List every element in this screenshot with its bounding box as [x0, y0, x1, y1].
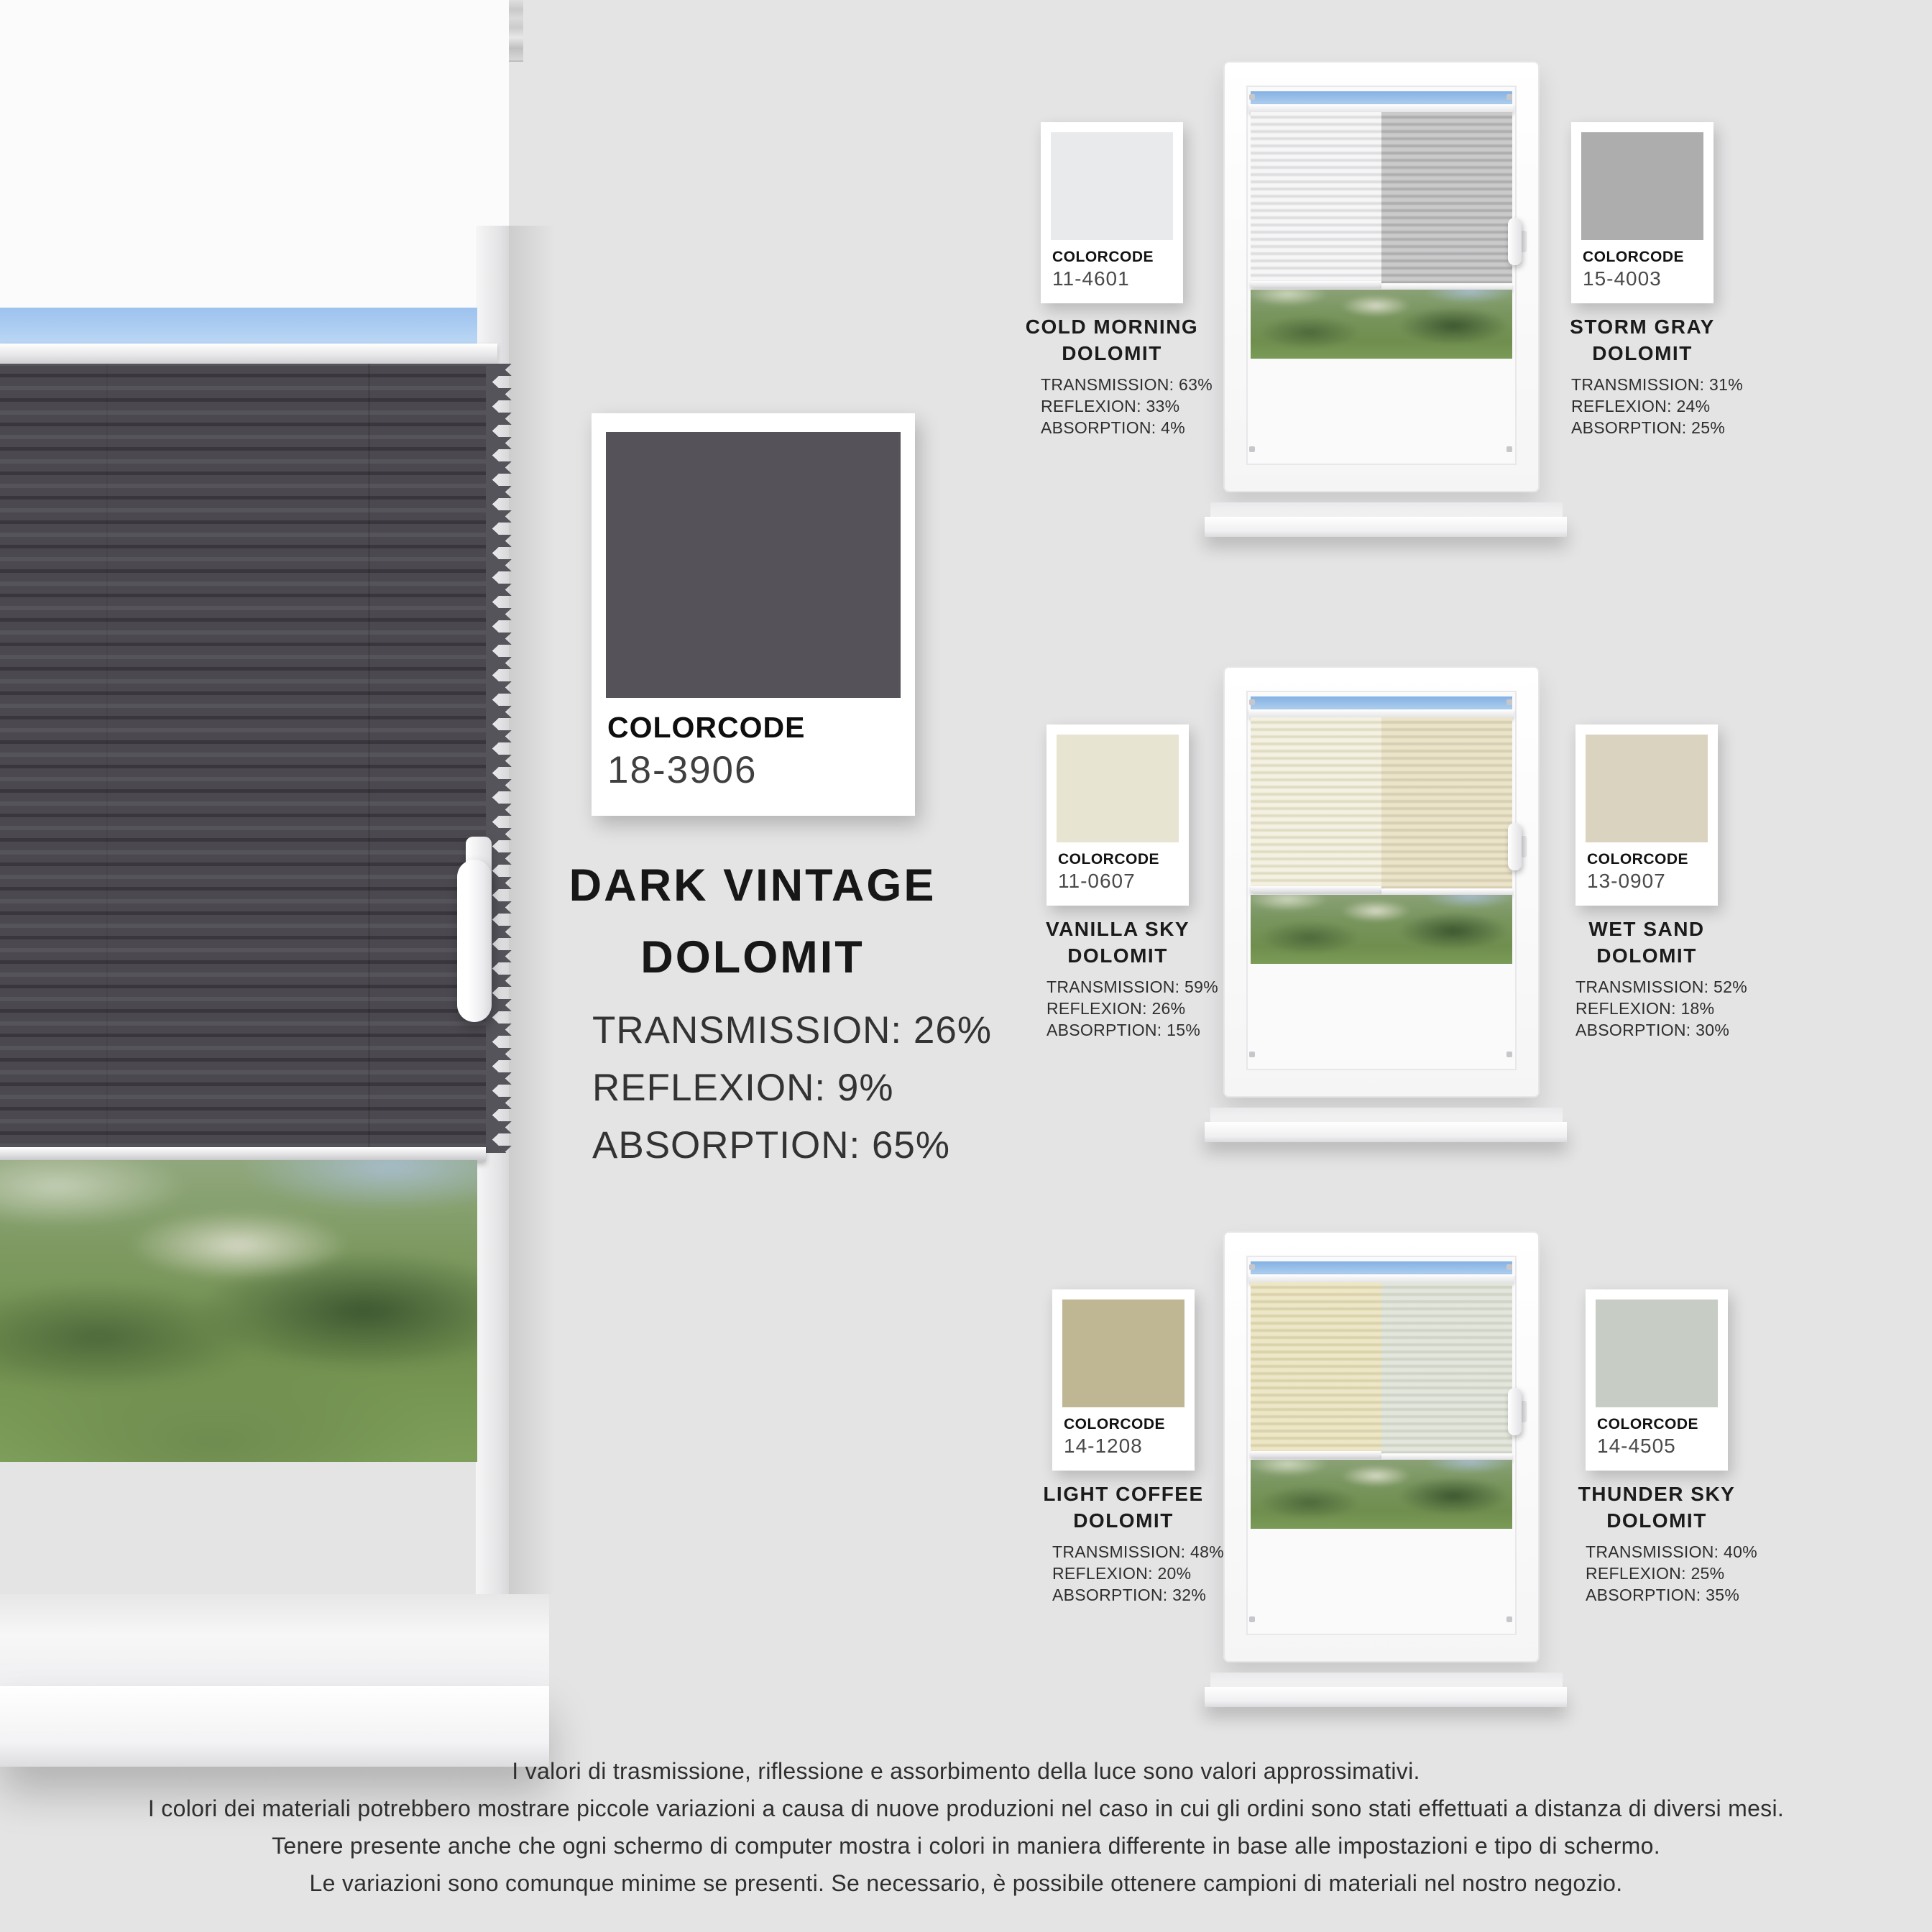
window-handle	[1508, 1388, 1522, 1435]
colorcode-number: 13-0907	[1587, 870, 1666, 892]
hinge-dot	[1249, 1616, 1255, 1622]
blind-half-cold-morning	[1251, 112, 1381, 283]
landscape-view	[0, 1160, 477, 1462]
blind-half-wet-sand	[1381, 717, 1512, 888]
variant-name-line1: WET SAND	[1588, 918, 1705, 940]
landscape-blur	[0, 1160, 477, 1462]
colorcode-label: COLORCODE	[1587, 851, 1688, 868]
variant-reflexion: REFLEXION: 24%	[1571, 397, 1711, 415]
variant-name-line2: DOLOMIT	[1596, 944, 1697, 967]
colorcode-card-vanilla-sky	[1046, 724, 1189, 906]
variant-name-line2: DOLOMIT	[1062, 342, 1162, 364]
blind-seam	[368, 364, 370, 1153]
variant-absorption: ABSORPTION: 25%	[1571, 418, 1726, 437]
variant-transmission: TRANSMISSION: 52%	[1576, 978, 1747, 996]
footer-line: I colori dei materiali potrebbero mostrare piccole variazioni a causa di nuove produzioni nel caso in cui gli ordini sono stati effettuati a distanza di diversi mesi.	[147, 1795, 1785, 1821]
hinge-dot	[1506, 446, 1512, 452]
variant-reflexion: REFLEXION: 18%	[1576, 999, 1715, 1018]
variant-name-line1: VANILLA SKY	[1045, 918, 1190, 940]
landscape-blur	[1251, 895, 1512, 964]
footer-disclaimer	[0, 1752, 1932, 1902]
variant-name-line1: STORM GRAY	[1570, 316, 1715, 338]
landscape-view	[1251, 290, 1512, 359]
colorcode-number: 11-4601	[1052, 267, 1130, 290]
main-product-stats	[592, 1002, 992, 1174]
variant-absorption: ABSORPTION: 4%	[1041, 418, 1186, 437]
hinge-dot	[1506, 1616, 1512, 1622]
blind-half-light-coffee	[1251, 1282, 1381, 1453]
blind-bottom-rail	[1251, 1451, 1381, 1458]
window-handle	[1508, 823, 1522, 870]
sky-glass-strip	[0, 308, 477, 348]
swatch-cold-morning	[1051, 132, 1173, 240]
blind-half-vanilla-sky	[1251, 717, 1381, 888]
windowsill-front	[1205, 1122, 1567, 1142]
variant-absorption: ABSORPTION: 35%	[1586, 1586, 1740, 1604]
hinge-dot	[1249, 1264, 1255, 1270]
variant-reflexion: REFLEXION: 26%	[1046, 999, 1186, 1018]
colorcode-card-thunder-sky	[1586, 1289, 1728, 1471]
sample-window-row2	[1215, 666, 1560, 1155]
hinge-dot	[1249, 94, 1255, 100]
variant-transmission: TRANSMISSION: 48%	[1052, 1542, 1224, 1561]
variant-name-line1: THUNDER SKY	[1578, 1483, 1736, 1505]
variant-reflexion: REFLEXION: 25%	[1586, 1564, 1725, 1583]
variant-info-thunder-sky	[1549, 1481, 1765, 1606]
main-transmission: TRANSMISSION: 26%	[592, 1009, 992, 1052]
blind-seam	[106, 364, 108, 1153]
windowsill-front	[1205, 517, 1567, 537]
variant-transmission: TRANSMISSION: 40%	[1586, 1542, 1757, 1561]
colorcode-label: COLORCODE	[1058, 851, 1159, 868]
hinge-dot	[1506, 1052, 1512, 1057]
footer-line: I valori di trasmissione, riflessione e assorbimento della luce sono valori approssimativi.	[512, 1758, 1420, 1784]
sample-window-row3	[1215, 1231, 1560, 1720]
footer-line: Le variazioni sono comunque minime se presenti. Se necessario, è possibile ottenere campioni di materiali nel nostro negozio.	[309, 1870, 1623, 1896]
swatch-vanilla-sky	[1057, 735, 1179, 842]
variant-transmission: TRANSMISSION: 31%	[1571, 375, 1743, 394]
windowsill-top	[1210, 502, 1563, 517]
blind-half-thunder-sky	[1381, 1282, 1512, 1453]
colorcode-card-wet-sand	[1576, 724, 1718, 906]
variant-info-storm-gray	[1535, 313, 1750, 438]
variant-name-line2: DOLOMIT	[1073, 1509, 1174, 1532]
colorcode-card-dark-vintage	[592, 413, 915, 816]
colorcode-number: 11-0607	[1058, 870, 1136, 892]
colorcode-card-light-coffee	[1052, 1289, 1195, 1471]
variant-name-line2: DOLOMIT	[1067, 944, 1168, 967]
blind-zigzag-edge	[486, 364, 512, 1153]
colorcode-number: 14-4505	[1597, 1435, 1676, 1457]
footer-line: Tenere presente anche che ogni schermo di computer mostra i colori in maniera differente in base alle impostazioni e tipo di schermo.	[272, 1833, 1660, 1859]
colorcode-number: 18-3906	[607, 749, 758, 791]
hinge-dot	[1249, 1052, 1255, 1057]
colorcode-card-storm-gray	[1571, 122, 1714, 303]
variant-info-vanilla-sky	[1010, 916, 1225, 1041]
variant-transmission: TRANSMISSION: 63%	[1041, 375, 1213, 394]
swatch-dark-vintage	[606, 432, 901, 698]
main-product-name-line1: DARK VINTAGE	[569, 860, 937, 911]
variant-name-line1: COLD MORNING	[1025, 316, 1199, 338]
main-product-name-line2: DOLOMIT	[640, 932, 865, 983]
colorcode-label: COLORCODE	[1597, 1416, 1698, 1432]
landscape-view	[1251, 895, 1512, 964]
swatch-light-coffee	[1062, 1300, 1184, 1407]
landscape-view	[1251, 1460, 1512, 1529]
variant-reflexion: REFLEXION: 33%	[1041, 397, 1180, 415]
variant-name-line2: DOLOMIT	[1592, 342, 1693, 364]
window-handle	[457, 860, 492, 1022]
colorcode-label: COLORCODE	[1064, 1416, 1165, 1432]
colorcode-label: COLORCODE	[1583, 249, 1684, 265]
variant-info-cold-morning	[1004, 313, 1220, 438]
variant-reflexion: REFLEXION: 20%	[1052, 1564, 1192, 1583]
variant-info-wet-sand	[1539, 916, 1754, 1041]
swatch-thunder-sky	[1596, 1300, 1718, 1407]
hinge-dot	[1506, 699, 1512, 705]
hinge-dot	[1249, 446, 1255, 452]
colorcode-card-cold-morning	[1041, 122, 1183, 303]
blind-half-storm-gray	[1381, 112, 1512, 283]
window-handle	[1508, 218, 1522, 265]
main-reflexion: REFLEXION: 9%	[592, 1067, 894, 1109]
variant-name-line2: DOLOMIT	[1606, 1509, 1707, 1532]
windowsill-top	[1210, 1673, 1563, 1687]
colorcode-number: 15-4003	[1583, 267, 1662, 290]
windowsill-top	[0, 1594, 549, 1686]
main-product-name	[561, 850, 944, 993]
hinge-dot	[1249, 699, 1255, 705]
blind-bottom-rail	[1251, 886, 1381, 893]
colorcode-label: COLORCODE	[607, 711, 806, 744]
swatch-wet-sand	[1586, 735, 1708, 842]
variant-name-line1: LIGHT COFFEE	[1043, 1483, 1204, 1505]
hinge-dot	[1506, 94, 1512, 100]
variant-absorption: ABSORPTION: 15%	[1046, 1021, 1201, 1039]
blind-bottom-rail	[0, 1147, 486, 1162]
blind-bottom-rail	[1251, 281, 1381, 288]
landscape-blur	[1251, 290, 1512, 359]
hinge-dot	[1506, 1264, 1512, 1270]
landscape-blur	[1251, 1460, 1512, 1529]
variant-info-light-coffee	[1016, 1481, 1231, 1606]
windowsill-front	[1205, 1687, 1567, 1707]
colorcode-number: 14-1208	[1064, 1435, 1143, 1457]
wall-shadow	[509, 226, 555, 1594]
windowsill-top	[1210, 1108, 1563, 1122]
main-absorption: ABSORPTION: 65%	[592, 1124, 951, 1167]
variant-transmission: TRANSMISSION: 59%	[1046, 978, 1218, 996]
colorcode-label: COLORCODE	[1052, 249, 1154, 265]
variant-absorption: ABSORPTION: 30%	[1576, 1021, 1730, 1039]
sample-window-row1	[1215, 61, 1560, 550]
swatch-storm-gray	[1581, 132, 1703, 240]
pleated-blind-dark-vintage	[0, 364, 486, 1153]
variant-absorption: ABSORPTION: 32%	[1052, 1586, 1207, 1604]
